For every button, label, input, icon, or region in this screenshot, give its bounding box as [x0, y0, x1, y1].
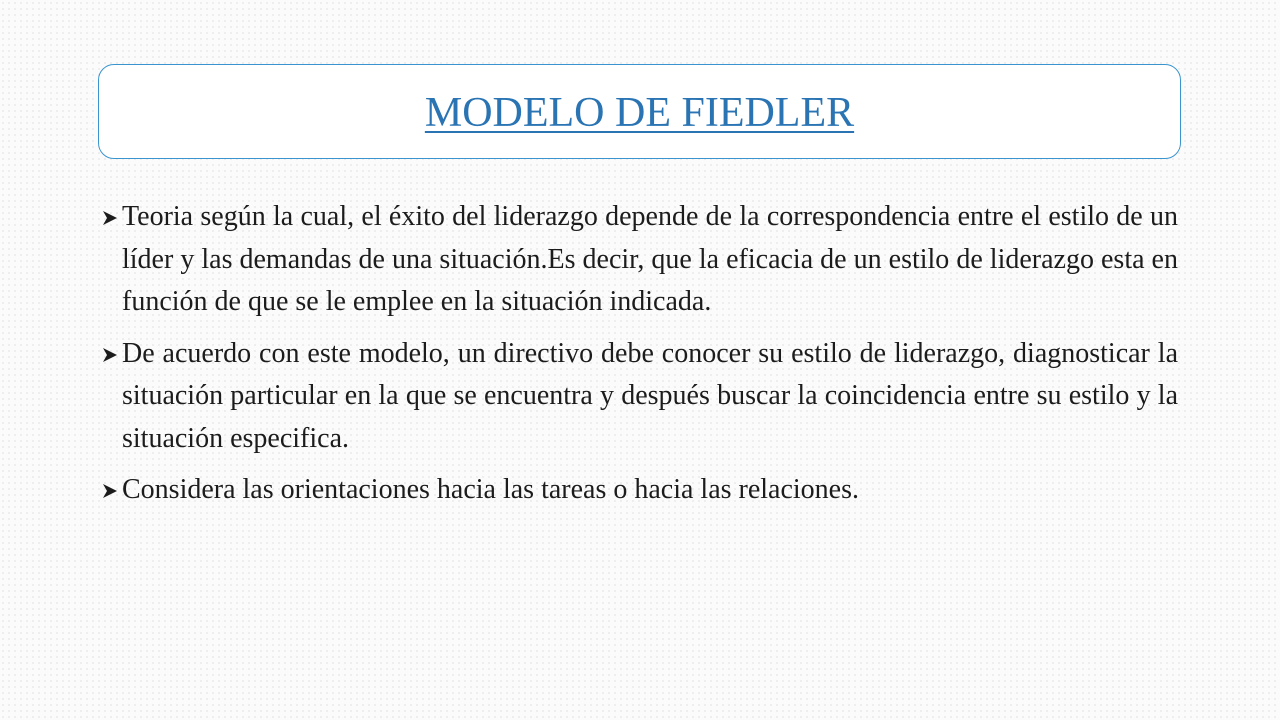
bullet-item: [102, 333, 1178, 461]
bullet-item: [102, 469, 1178, 512]
arrow-bullet-icon: [102, 483, 118, 499]
arrow-bullet-icon: [102, 210, 118, 226]
arrow-bullet-icon: [102, 347, 118, 363]
bullet-text: Considera las orientaciones hacia las tareas o hacia las relaciones.: [122, 474, 860, 505]
bullet-text: Teoria según la cual, el éxito del liderazgo depende de la correspondencia entre el estilo de un líder y las demandas de una situación.Es decir, que la eficacia de un estilo de liderazgo esta en función de que se le emplee en la situación indicada.: [122, 201, 1178, 317]
bullet-item: [102, 196, 1178, 324]
bullet-text: De acuerdo con este modelo, un directivo debe conocer su estilo de liderazgo, diagnosticar la situación particular en la que se encuentra y después buscar la coincidencia entre su estilo y la situación especifica.: [122, 337, 1178, 454]
title-box: [98, 64, 1181, 159]
bullet-list: [102, 196, 1178, 521]
slide-title: MODELO DE FIEDLER: [424, 89, 855, 136]
